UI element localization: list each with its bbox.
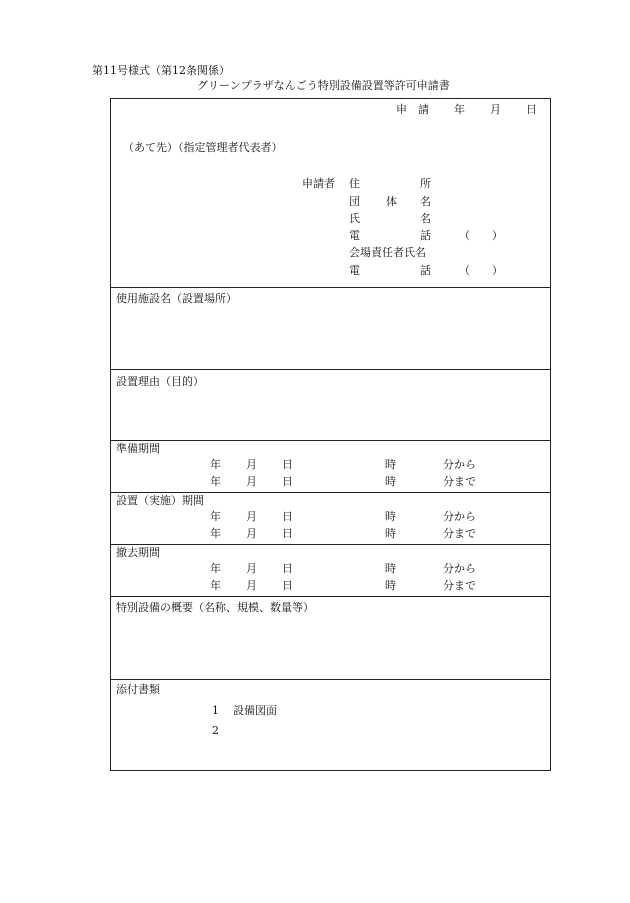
attachments-label: 添付書類 xyxy=(116,683,160,696)
form-number: 第11号様式（第12条関係） xyxy=(92,64,230,77)
addressee: （あて先）（指定管理者代表者） xyxy=(123,141,283,154)
divider xyxy=(111,369,550,370)
divider xyxy=(111,544,550,545)
date-month-unit: 月 xyxy=(490,103,501,116)
divider xyxy=(111,596,550,597)
overview-label: 特別設備の概要（名称、規模、数量等） xyxy=(116,601,314,614)
install-period-label: 設置（実施）期間 xyxy=(116,494,204,507)
divider xyxy=(111,287,550,288)
application-form: 申 請 年 月 日 （あて先）（指定管理者代表者） 申請者 住 所 団 体 名 氏 名 電 話 （ ） 会場責任者氏名 電 話 （ ） 使用施設名（設置場所） 設置理由（目的） 準備期間 年 月 日 時 分から 年 月 日 時 分まで 設置（実施）期間 年 月 日 時 分から 年 月 日 時 分まで 撤去期間 年 月 日 時 分から 年 月 日 時 分まで 特別設備の概要（名称、規模、数量等） 添付書類 1 設備図面 2 xyxy=(110,98,551,771)
date-day-unit: 日 xyxy=(526,103,537,116)
removal-period-label: 撤去期間 xyxy=(116,546,160,559)
facility-label: 使用施設名（設置場所） xyxy=(116,292,237,305)
divider xyxy=(111,440,550,441)
applicant-label: 申請者 xyxy=(302,177,335,190)
divider xyxy=(111,492,550,493)
prep-period-label: 準備期間 xyxy=(116,442,160,455)
form-title: グリーンプラザなんごう特別設備設置等許可申請書 xyxy=(197,79,450,92)
reason-label: 設置理由（目的） xyxy=(116,375,204,388)
date-year-unit: 年 xyxy=(454,103,465,116)
divider xyxy=(111,679,550,680)
date-prefix: 申 請 xyxy=(396,103,429,116)
